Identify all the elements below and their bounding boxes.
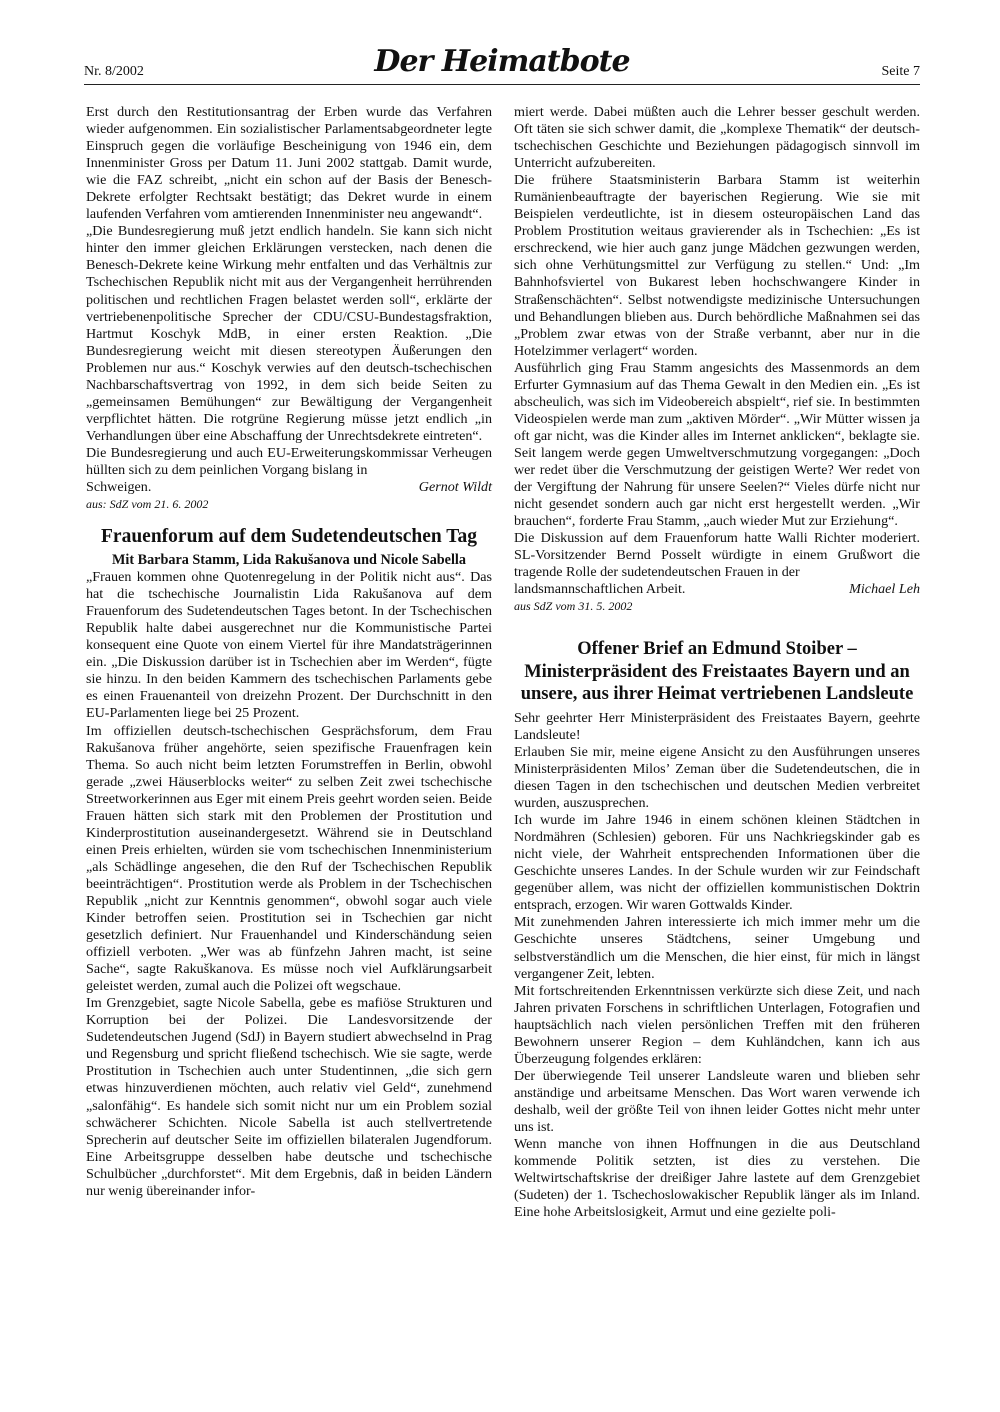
article-subtitle: Mit Barbara Stamm, Lida Rakušanova und Nicole Sabella xyxy=(112,552,466,569)
paragraph: Ausführlich ging Frau Stamm angesichts des Massenmords an dem Erfurter Gymnasium auf das Thema Gewalt in den Medien ein. „Es ist abscheulich, was sich im Videobereich abspielt“, rief sie. In bestimmten Videospielen werde man zum „aktiven Mörder“. „Wir Mütter wissen ja oft gar nicht, was die Kinder alles im Internet anklicken“, beklagte sie. Seit langem werde gegen Umweltverschmutzung vorgegangen: „Doch wer redet über die Verschmutzung der geistigen Werte? Wer redet von der Vergiftung der Nahrung für unsere Seelen?“ Vieles dürfe nicht nur nicht gesendet sondern auch gar nicht erst hergestellt werden. „Wir brauchen“, forderte Frau Stamm, „auch wieder Mut zur Erziehung“. xyxy=(514,359,920,530)
source-note: aus: SdZ vom 21. 6. 2002 xyxy=(86,497,209,512)
paragraph: Mit zunehmenden Jahren interessierte ich mich immer mehr um die Geschichte unseres Städtchens, seiner Umgebung und selbstverständlich um die Menschen, die hier einst, für mich in längst vergangener Zeit, lebten. xyxy=(514,914,920,982)
paragraph: Erlauben Sie mir, meine eigene Ansicht zu den Ausführungen unseres Ministerpräsidenten Milos’ Zeman über die Sudetendeutschen, die in diesen Tagen in den tschechischen und deutschen Medien verbreitet wurden, auszusprechen. xyxy=(514,743,920,812)
article-title: Frauenforum auf dem Sudetendeutschen Tag xyxy=(101,526,477,548)
source-note: aus SdZ vom 31. 5. 2002 xyxy=(514,599,633,614)
paragraph: Mit fortschreitenden Erkenntnissen verkürzte sich diese Zeit, und nach Jahren privaten Forschens in schriftlichen Unterlagen, Fotografien und hauptsächlich nach vielen persönlichen Treffen mit den früheren Bewohnern unserer Region – dem Kuhländchen, kann ich aus Überzeugung folgendes erklären: xyxy=(514,982,920,1067)
paragraph: Sehr geehrter Herr Ministerpräsident des Freistaates Bayern, geehrte Landsleute! xyxy=(514,709,920,743)
closing-text: landsmannschaftlichen Arbeit. xyxy=(514,581,686,598)
article-title: Offener Brief an Edmund Stoiber – Ministerpräsident des Freistaates Bayern und an unsere, aus ihrer Heimat vertriebenen Landsleute xyxy=(520,639,914,705)
masthead-logo: Der Heimatbote xyxy=(374,44,630,79)
paragraph: Der überwiegende Teil unserer Landsleute waren und blieben sehr anständige und arbeitsame Menschen. Das Wort waren verwende ich deshalb, weil der größte Teil von ihnen leider Gottes nicht mehr unter uns ist. xyxy=(514,1067,920,1135)
paragraph: Im Grenzgebiet, sagte Nicole Sabella, gebe es mafiöse Strukturen und Korruption bei der Polizei. Die Landesvorsitzende der Sudetendeutschen Jugend (SdJ) in Bayern studiert abwechselnd in Prag und Regensburg und spricht fließend tschechisch. Wie sie sagte, werde Prostitution in Tschechien auch unter Studentinnen, „die sich gern etwas hinzuverdienen möchten, auch relativ viel Geld“, zunehmend „salonfähig“. Es handele sich somit nicht nur um ein Problem sozial schwächerer Schichten. Nicole Sabella ist auch stellvertretende Sprecherin auf deutscher Seite im offiziellen bilateralen Jugendforum. Eine Arbeitsgruppe desselben habe deutsche und tschechische Schulbücher „durchforstet“. Mit dem Ergebnis, daß in beiden Ländern nur wenig übereinander infor- xyxy=(86,995,492,1199)
left-column xyxy=(86,104,492,1200)
header-rule xyxy=(84,84,920,85)
issue-number: Nr. 8/2002 xyxy=(84,64,144,79)
author: Gernot Wildt xyxy=(418,479,492,496)
signature-line xyxy=(514,581,920,598)
author: Michael Leh xyxy=(849,581,920,598)
paragraph: Ich wurde im Jahre 1946 in einem schönen kleinen Städtchen in Nordmähren (Schlesien) geboren. Für uns Nachkriegskinder gab es nicht viele, der Wahrheit entsprechenden Informationen über die Geschichte unseres Landes. In der Schule wurden wir zur Feindschaft gegenüber allem, was nicht der offiziellen kommunistischen Doktrin entsprach, erzogen. Wir waren Gottwalds Kinder. xyxy=(514,812,920,914)
signature-line xyxy=(86,479,492,496)
paragraph: Wenn manche von ihnen Hoffnungen in die aus Deutschland kommende Politik setzten, ist dies zu verstehen. Die Weltwirtschaftskrise der dreißiger Jahre lastete auf dem Grenzgebiet (Sudeten) der 1. Tschechoslowakischer Republik länger als im Inland. Eine hohe Arbeitslosigkeit, Armut und eine gezielte poli- xyxy=(514,1136,920,1221)
closing-text: Schweigen. xyxy=(86,479,152,496)
paragraph: Die Diskussion auf dem Frauenforum hatte Walli Richter moderiert. SL-Vorsitzender Bernd Posselt würdigte in einem Grußwort die tragende Rolle der sudetendeutschen Frauen in der xyxy=(514,530,920,581)
paragraph: Die frühere Staatsministerin Barbara Stamm ist weiterhin Rumänienbeauftragte der bayerischen Regierung. Wie sie mit Beispielen verdeutlichte, ist in diesem osteuropäischen Land das Problem Prostitution weitaus gravierender als in Tschechien: „Es ist erschreckend, wie hier auch ganz junge Mädchen gezwungen werden, sich ohne Verhütungsmittel zur Verfügung zu stellen.“ Und: „Im Bahnhofsviertel von Bukarest leben hochschwangere Kinder in Straßenschächten“. Selbst notwendigste medizinische Untersuchungen und Behandlungen blieben aus. Durch behördliche Maßnahmen sei das „Problem zwar etwas von der Straße verbannt, aber nur in die Hotelzimmer verlagert“ worden. xyxy=(514,172,920,359)
page-header xyxy=(84,44,920,84)
paragraph: Die Bundesregierung und auch EU-Erweiterungskommissar Verheugen hüllten sich zu dem peinlichen Vorgang bislang in xyxy=(86,444,492,478)
right-column xyxy=(514,104,920,1221)
paragraph: Erst durch den Restitutionsantrag der Erben wurde das Verfahren wieder aufgenommen. Ein sozialistischer Parlamentsabgeordneter legte Einspruch gegen die vorläufige Bescheinigung von 1946 ein, dem Innenminister Gross per Datum 11. Juni 2002 stattgab. Damit wurde, wie die FAZ schreibt, „nicht ein schon auf der Basis der Benesch-Dekrete erfolgter Rechtsakt bestätigt; das Dekret wurde in einem laufenden Verfahren vom amtierenden Innenminister neu angewandt“. xyxy=(86,104,492,223)
page-number: Seite 7 xyxy=(881,64,920,79)
paragraph: „Frauen kommen ohne Quotenregelung in der Politik nicht aus“. Das hat die tschechische Journalistin Lida Rakušanova auf dem Frauenforum des Sudetendeutschen Tages betont. In der Tschechischen Republik halte dabei ausgerechnet nur die Kommunistische Partei konsequent eine Quote von einem Viertel für ihre Mandatsträgerinnen ein. „Die Diskussion darüber ist in Tschechien aber im Werden“, fügte sie hinzu. In den beiden Kammern des tschechischen Parlaments gebe es einen Frauenanteil von dreizehn Prozent. Der Durchschnitt in den EU-Parlamenten liege bei 25 Prozent. xyxy=(86,569,492,722)
paragraph: miert werde. Dabei müßten auch die Lehrer besser geschult werden. Oft täten sie sich schwer damit, die „komplexe Thematik“ der deutsch-tschechischen Geschichte und Beziehungen pädagogisch sinnvoll im Unterricht aufzubereiten. xyxy=(514,104,920,172)
paragraph: „Die Bundesregierung muß jetzt endlich handeln. Sie kann sich nicht hinter den immer gleichen Erklärungen verstecken, nach denen die Benesch-Dekrete keine Wirkung mehr entfalten und das Verhältnis zur Tschechischen Republik nicht mit aus der Vergangenheit herrührenden politischen und rechtlichen Fragen belastet werden soll“, erklärte der vertriebenenpolitische Sprecher der CDU/CSU-Bundestagsfraktion, Hartmut Koschyk MdB, in einer ersten Reaktion. „Die Bundesregierung weicht mit diesen stereotypen Äußerungen den Problemen nur aus.“ Koschyk verwies auf den deutsch-tschechischen Nachbarschaftsvertrag von 1992, in dem sich beide Seiten zu „gemeinsamen Bemühungen“ zur Bewältigung der Vergangenheit verpflichtet hätten. Die rotgrüne Regierung müsse jetzt endlich „in Verhandlungen über eine Abschaffung der Unrechtsdekrete eintreten“. xyxy=(86,223,492,444)
paragraph: Im offiziellen deutsch-tschechischen Gesprächsforum, dem Frau Rakušanova früher angehörte, seien spezifische Frauenfragen kein Thema. So auch nicht beim letzten Forumstreffen in Berlin, obwohl gerade „zwei Häuserblocks weiter“ zu selben Zeit zwei tschechische Streetworkerinnen aus Eger mit einem Preis geehrt worden seien. Beide Frauen hätten sich stark mit den Problemen der Prostitution und Kinderprostitution auseinandergesetzt. Während sie in Deutschland einen Preis erhielten, würden sie vom tschechischen Innenministerium „als Schädlinge angesehen, die den Ruf der Tschechischen Republik beeinträchtigen“. Prostitution werde als Problem in der Tschechischen Republik „nicht zur Kenntnis genommen“, obwohl sogar auch viele Kinder betroffen seien. Prostitution sei in Tschechien gar nicht gesetzlich definiert. Nur Frauenhandel und Kinderschändung seien offiziell verboten. „Wer was ab fünfzehn Jahren macht, ist seine Sache“, sagte Rakuškanova. Es müsse noch viel Aufklärungsarbeit geleistet werden, zumal auch die Polizei oft wegschaue. xyxy=(86,722,492,995)
